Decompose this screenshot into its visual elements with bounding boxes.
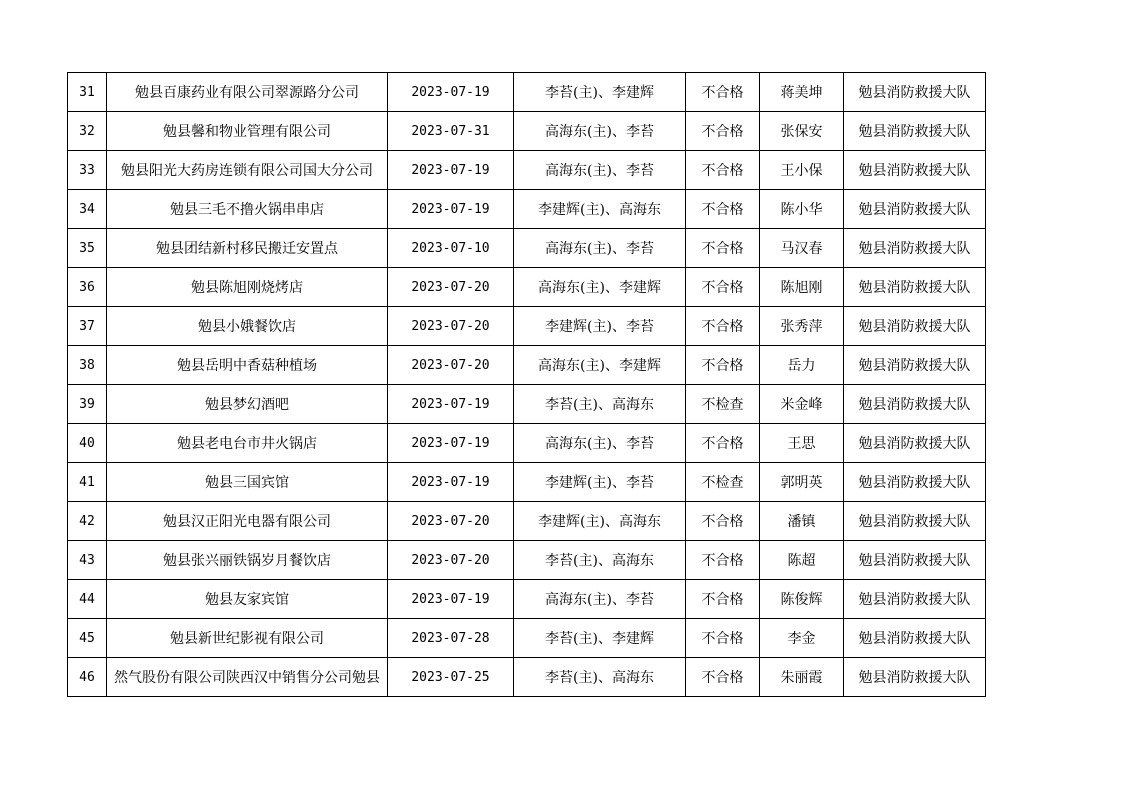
organization-cell: 勉县消防救援大队 [844,112,986,151]
result-cell: 不合格 [686,190,760,229]
row-number-cell: 42 [68,502,107,541]
unit-name-cell: 勉县三国宾馆 [107,463,388,502]
inspection-date-cell: 2023-07-31 [388,112,514,151]
organization-cell: 勉县消防救援大队 [844,151,986,190]
contact-person-cell: 王小保 [760,151,844,190]
contact-person-cell: 陈俊辉 [760,580,844,619]
contact-person-cell: 马汉春 [760,229,844,268]
organization-cell: 勉县消防救援大队 [844,229,986,268]
inspection-date-cell: 2023-07-28 [388,619,514,658]
inspection-date-cell: 2023-07-19 [388,463,514,502]
row-number-cell: 35 [68,229,107,268]
row-number-cell: 37 [68,307,107,346]
inspectors-cell: 李苔(主)、李建辉 [514,619,686,658]
unit-name-cell: 勉县岳明中香菇种植场 [107,346,388,385]
table-row [68,268,986,307]
inspection-date-cell: 2023-07-19 [388,580,514,619]
inspectors-cell: 高海东(主)、李苔 [514,151,686,190]
result-cell: 不合格 [686,112,760,151]
inspectors-cell: 李建辉(主)、李苔 [514,463,686,502]
organization-cell: 勉县消防救援大队 [844,502,986,541]
inspection-date-cell: 2023-07-25 [388,658,514,697]
inspectors-cell: 李建辉(主)、高海东 [514,190,686,229]
row-number-cell: 40 [68,424,107,463]
organization-cell: 勉县消防救援大队 [844,385,986,424]
organization-cell: 勉县消防救援大队 [844,307,986,346]
inspectors-cell: 高海东(主)、李建辉 [514,268,686,307]
result-cell: 不合格 [686,268,760,307]
organization-cell: 勉县消防救援大队 [844,268,986,307]
table-row [68,658,986,697]
unit-name-cell: 勉县团结新村移民搬迁安置点 [107,229,388,268]
unit-name-cell: 勉县新世纪影视有限公司 [107,619,388,658]
row-number-cell: 31 [68,73,107,112]
table-row [68,463,986,502]
result-cell: 不合格 [686,580,760,619]
inspection-date-cell: 2023-07-20 [388,307,514,346]
inspection-date-cell: 2023-07-19 [388,424,514,463]
inspectors-cell: 高海东(主)、李苔 [514,112,686,151]
table-row [68,424,986,463]
table-row [68,385,986,424]
contact-person-cell: 米金峰 [760,385,844,424]
organization-cell: 勉县消防救援大队 [844,541,986,580]
table-row [68,307,986,346]
row-number-cell: 39 [68,385,107,424]
contact-person-cell: 李金 [760,619,844,658]
contact-person-cell: 陈小华 [760,190,844,229]
table-row [68,73,986,112]
unit-name-cell: 勉县梦幻酒吧 [107,385,388,424]
contact-person-cell: 张保安 [760,112,844,151]
unit-name-cell: 勉县馨和物业管理有限公司 [107,112,388,151]
unit-name-cell: 勉县小娥餐饮店 [107,307,388,346]
organization-cell: 勉县消防救援大队 [844,580,986,619]
result-cell: 不合格 [686,502,760,541]
table-row [68,619,986,658]
inspection-date-cell: 2023-07-19 [388,190,514,229]
result-cell: 不检查 [686,385,760,424]
inspection-date-cell: 2023-07-19 [388,73,514,112]
unit-name-cell: 勉县汉正阳光电器有限公司 [107,502,388,541]
inspectors-cell: 李苔(主)、高海东 [514,658,686,697]
result-cell: 不检查 [686,463,760,502]
row-number-cell: 44 [68,580,107,619]
inspectors-cell: 高海东(主)、李苔 [514,424,686,463]
inspectors-cell: 高海东(主)、李苔 [514,229,686,268]
contact-person-cell: 张秀萍 [760,307,844,346]
inspection-date-cell: 2023-07-20 [388,268,514,307]
organization-cell: 勉县消防救援大队 [844,658,986,697]
row-number-cell: 38 [68,346,107,385]
contact-person-cell: 陈超 [760,541,844,580]
inspection-table [67,72,986,697]
table-row [68,112,986,151]
inspection-date-cell: 2023-07-20 [388,502,514,541]
organization-cell: 勉县消防救援大队 [844,619,986,658]
contact-person-cell: 郭明英 [760,463,844,502]
contact-person-cell: 岳力 [760,346,844,385]
unit-name-cell: 勉县友家宾馆 [107,580,388,619]
row-number-cell: 34 [68,190,107,229]
row-number-cell: 46 [68,658,107,697]
table-row [68,346,986,385]
organization-cell: 勉县消防救援大队 [844,73,986,112]
unit-name-cell: 勉县张兴丽铁锅岁月餐饮店 [107,541,388,580]
unit-name-cell: 勉县老电台市井火锅店 [107,424,388,463]
table-body [68,73,986,697]
unit-name-cell: 勉县百康药业有限公司翠源路分公司 [107,73,388,112]
table-row [68,541,986,580]
result-cell: 不合格 [686,151,760,190]
table-row [68,502,986,541]
row-number-cell: 36 [68,268,107,307]
table-row [68,580,986,619]
inspectors-cell: 高海东(主)、李建辉 [514,346,686,385]
row-number-cell: 43 [68,541,107,580]
result-cell: 不合格 [686,658,760,697]
contact-person-cell: 陈旭刚 [760,268,844,307]
organization-cell: 勉县消防救援大队 [844,424,986,463]
table-row [68,151,986,190]
result-cell: 不合格 [686,346,760,385]
result-cell: 不合格 [686,541,760,580]
inspection-date-cell: 2023-07-10 [388,229,514,268]
row-number-cell: 33 [68,151,107,190]
inspection-date-cell: 2023-07-20 [388,346,514,385]
organization-cell: 勉县消防救援大队 [844,346,986,385]
table-row [68,229,986,268]
inspection-date-cell: 2023-07-19 [388,385,514,424]
row-number-cell: 32 [68,112,107,151]
contact-person-cell: 蒋美坤 [760,73,844,112]
table-row [68,190,986,229]
organization-cell: 勉县消防救援大队 [844,463,986,502]
unit-name-cell: 然气股份有限公司陕西汉中销售分公司勉县 [107,658,388,697]
row-number-cell: 45 [68,619,107,658]
organization-cell: 勉县消防救援大队 [844,190,986,229]
inspectors-cell: 李苔(主)、高海东 [514,385,686,424]
unit-name-cell: 勉县三毛不撸火锅串串店 [107,190,388,229]
result-cell: 不合格 [686,73,760,112]
inspectors-cell: 李苔(主)、高海东 [514,541,686,580]
row-number-cell: 41 [68,463,107,502]
inspectors-cell: 高海东(主)、李苔 [514,580,686,619]
contact-person-cell: 王思 [760,424,844,463]
inspection-date-cell: 2023-07-20 [388,541,514,580]
unit-name-cell: 勉县阳光大药房连锁有限公司国大分公司 [107,151,388,190]
contact-person-cell: 朱丽霞 [760,658,844,697]
unit-name-cell: 勉县陈旭刚烧烤店 [107,268,388,307]
result-cell: 不合格 [686,619,760,658]
inspection-date-cell: 2023-07-19 [388,151,514,190]
contact-person-cell: 潘镇 [760,502,844,541]
result-cell: 不合格 [686,229,760,268]
inspectors-cell: 李苔(主)、李建辉 [514,73,686,112]
inspectors-cell: 李建辉(主)、李苔 [514,307,686,346]
result-cell: 不合格 [686,424,760,463]
result-cell: 不合格 [686,307,760,346]
inspectors-cell: 李建辉(主)、高海东 [514,502,686,541]
